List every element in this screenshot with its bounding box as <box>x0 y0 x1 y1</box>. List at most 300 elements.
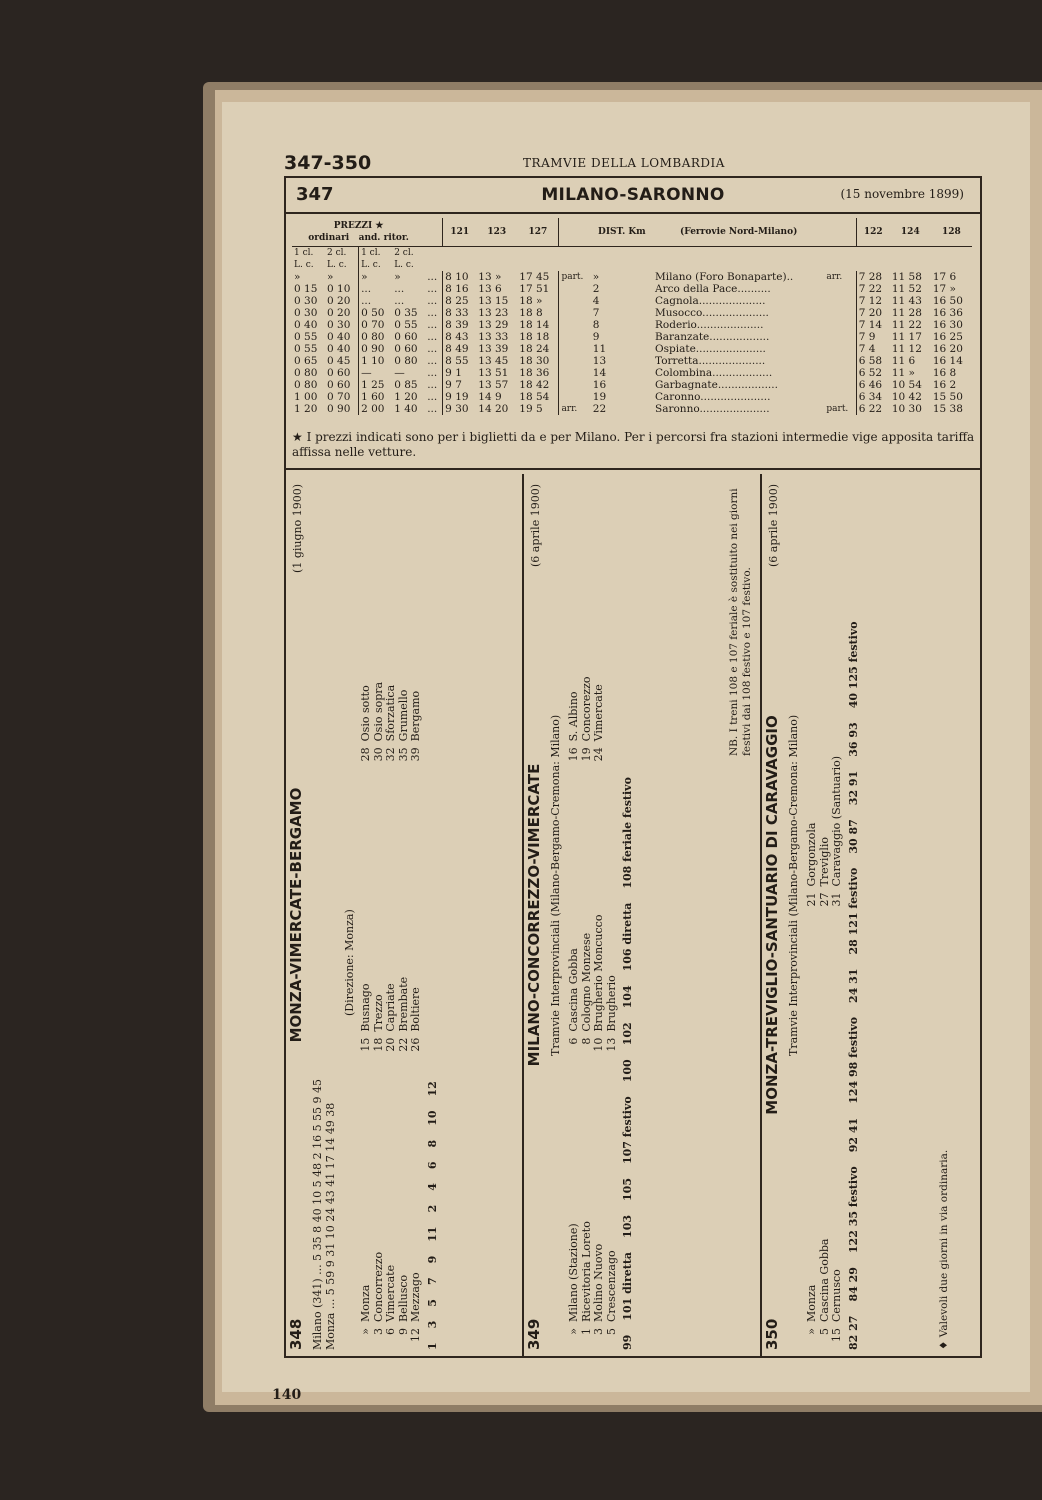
table-row <box>292 343 972 355</box>
table-cell: ... <box>427 331 438 343</box>
class-hdr: 1 cl. <box>359 247 393 260</box>
table-cell: 16 36 <box>932 307 963 319</box>
table-cell <box>559 367 591 379</box>
station-name: Caravaggio (Santuario) <box>830 755 843 887</box>
table-cell: 18 36 <box>519 367 550 379</box>
t350-title: MONZA-TREVIGLIO-SANTUARIO DI CARAVAGGIO <box>763 715 781 1115</box>
t349-section <box>524 474 762 1356</box>
table-cell: 13 33 <box>478 331 509 343</box>
station-km: 3 <box>371 1328 385 1335</box>
t348-number: 348 <box>287 1318 305 1350</box>
station-name: Cologno Monzese <box>579 932 593 1032</box>
t349-number: 349 <box>525 1318 543 1350</box>
table-row <box>292 319 972 331</box>
t347-andritor: and. ritor. <box>358 233 409 243</box>
train-number: 124 98 festivo <box>846 1016 860 1104</box>
train-number: 7 <box>425 1277 439 1286</box>
station-km: 32 <box>384 747 397 762</box>
station-km: 15 <box>830 1328 843 1342</box>
table-cell: 0 60 <box>394 343 418 355</box>
station-km: 39 <box>409 747 422 762</box>
table-cell: 15 50 <box>932 391 963 403</box>
table-cell: Torretta.................... <box>655 355 766 367</box>
table-cell: Baranzate.................. <box>655 331 770 343</box>
table-cell <box>824 391 856 403</box>
station-name: Mezzago <box>409 1272 422 1322</box>
table-cell <box>559 343 591 355</box>
table-cell: 9 19 <box>443 391 477 403</box>
t348-date: (1 giugno 1900) <box>291 484 304 573</box>
station-km: 6 <box>384 1328 397 1335</box>
table-cell: — <box>394 367 405 379</box>
table-cell <box>824 379 856 391</box>
train-number: 104 <box>621 985 634 1009</box>
table-cell: Garbagnate.................. <box>655 379 778 391</box>
table-row <box>292 367 972 379</box>
table-cell: 13 23 <box>478 307 509 319</box>
table-cell: 7 9 <box>856 331 890 343</box>
t348-stations <box>360 490 439 1350</box>
table-cell: 17 » <box>932 283 956 295</box>
table-cell: 11 58 <box>891 271 922 283</box>
table-cell: 11 » <box>891 367 915 379</box>
class-sub: L. c. <box>294 260 314 270</box>
station-km: 27 <box>817 892 831 907</box>
train-number: 101 diretta <box>621 1251 634 1321</box>
table-cell: 18 8 <box>519 307 543 319</box>
table-cell <box>824 343 856 355</box>
table-cell: 6 22 <box>856 403 890 415</box>
list-item <box>593 490 606 769</box>
table-cell: 13 <box>592 355 607 367</box>
table-cell <box>824 355 856 367</box>
station-name: Ricevitoria Loreto <box>579 1221 593 1322</box>
table-cell: ... <box>427 391 438 403</box>
table-row <box>292 379 972 391</box>
station-km: 19 <box>579 747 593 762</box>
table-cell: 18 18 <box>519 331 550 343</box>
table-cell: 0 55 <box>294 343 318 355</box>
table-cell: 22 <box>592 403 607 415</box>
train-number: 28 121 festivo <box>846 867 860 955</box>
table-cell: 16 14 <box>932 355 963 367</box>
train-number: 12 <box>425 1081 439 1097</box>
table-cell: 0 40 <box>327 343 351 355</box>
t348-topline: Monza ... 5 59 9 31 10 24 43 41 17 14 49 38 <box>323 1102 337 1350</box>
station-name: Brugherio <box>604 975 618 1032</box>
class-hdr: 2 cl. <box>327 248 347 258</box>
table-cell <box>559 355 591 367</box>
table-cell: 18 14 <box>519 319 550 331</box>
table-cell: Roderio.................... <box>655 319 764 331</box>
t348-topline: Milano (341) ... 5 35 8 40 10 5 48 2 16 5 55 9 45 <box>311 1078 324 1350</box>
train-number: 2 <box>425 1204 439 1213</box>
station-km: » <box>359 1328 372 1335</box>
page-number: 140 <box>272 1387 302 1403</box>
table-cell: 11 6 <box>891 355 916 367</box>
table-cell: 18 54 <box>519 391 550 403</box>
station-km: 6 <box>567 1037 580 1045</box>
running-head <box>284 152 964 172</box>
table-cell: 9 <box>592 331 600 343</box>
list-item <box>606 1071 619 1350</box>
table-cell: — <box>359 367 393 379</box>
table-row <box>292 391 972 403</box>
station-km: 10 <box>592 1037 605 1052</box>
table-row <box>292 355 972 367</box>
table-cell: 0 80 <box>394 355 418 367</box>
table-cell: 9 1 <box>443 367 477 379</box>
t347-note: ★ I prezzi indicati sono per i biglietti da e per Milano. Per i percorsi fra stazioni intermedie vige apposita tariffa affissa nelle vetture. <box>292 430 975 459</box>
t347-company: (Ferrovie Nord-Milano) <box>653 218 824 247</box>
station-name: Busnago <box>359 983 372 1032</box>
table-cell: 11 17 <box>891 331 922 343</box>
table-cell: 0 70 <box>327 391 351 403</box>
table-cell: Cagnola.................... <box>655 295 766 307</box>
t349-train-numbers <box>622 490 635 1350</box>
table-cell: 13 45 <box>478 355 509 367</box>
table-cell: 13 » <box>478 271 502 283</box>
table-cell: 14 <box>592 367 607 379</box>
table-cell: » <box>592 271 600 283</box>
table-cell: ... <box>427 343 438 355</box>
t347-prices: PREZZI ★ <box>333 221 384 231</box>
table-cell: 16 30 <box>932 319 963 331</box>
station-name: Boltiere <box>409 987 422 1032</box>
table-cell: arr. <box>559 403 591 415</box>
table-cell <box>824 367 856 379</box>
station-name: Milano (Stazione) <box>567 1223 580 1322</box>
station-km: 18 <box>371 1037 385 1052</box>
table-cell: 6 52 <box>856 367 890 379</box>
station-km: 16 <box>567 747 580 762</box>
table-row <box>292 283 972 295</box>
running-title: TRAMVIE DELLA LOMBARDIA <box>523 156 725 170</box>
table-cell <box>559 331 591 343</box>
table-cell: 8 25 <box>443 295 477 307</box>
station-km: 35 <box>396 747 410 762</box>
table-cell <box>559 319 591 331</box>
train-number: 9 <box>425 1255 439 1264</box>
station-km: 22 <box>396 1037 410 1052</box>
table-row <box>292 295 972 307</box>
table-cell: » <box>294 271 301 283</box>
station-km: 26 <box>409 1037 422 1052</box>
station-name: Brembate <box>396 976 410 1032</box>
class-hdr: 1 cl. <box>294 248 314 258</box>
table-cell: 0 40 <box>327 331 351 343</box>
t347-train-122: 122 <box>856 218 890 247</box>
t347-train-128: 128 <box>931 218 972 247</box>
station-name: Cascina Gobba <box>567 948 580 1032</box>
table-cell: 0 60 <box>327 367 351 379</box>
station-km: 12 <box>409 1328 422 1342</box>
table-cell: 13 15 <box>478 295 509 307</box>
table-cell: 0 40 <box>294 319 318 331</box>
table-cell: 1 40 <box>394 403 418 415</box>
table-cell <box>824 307 856 319</box>
t348-section <box>286 474 524 1356</box>
train-number: 10 <box>425 1110 439 1126</box>
train-number: 5 <box>425 1299 439 1307</box>
class-sub: L. c. <box>359 259 393 271</box>
table-cell <box>824 295 856 307</box>
train-number: 32 91 <box>846 770 860 806</box>
station-km: 30 <box>371 747 385 762</box>
t348-direction: (Direzione: Monza) <box>343 909 356 1016</box>
table-row <box>292 403 972 415</box>
table-cell: 11 28 <box>891 307 922 319</box>
station-km: 8 <box>579 1037 593 1045</box>
rotated-tables <box>286 474 976 1356</box>
table-cell: 1 20 <box>394 391 418 403</box>
station-name: Concorezzo <box>579 676 593 742</box>
table-cell: 18 24 <box>519 343 550 355</box>
station-name: Vimercate <box>384 1264 397 1322</box>
list-item <box>831 490 844 915</box>
table-cell: 0 80 <box>294 379 318 391</box>
table-cell: 7 14 <box>856 319 890 331</box>
table-cell: 13 39 <box>478 343 509 355</box>
station-name: Molino Nuovo <box>592 1243 605 1322</box>
station-km: 28 <box>359 747 372 762</box>
table-cell: 14 9 <box>478 391 502 403</box>
table-cell: part. <box>559 271 591 283</box>
table-cell: ... <box>394 295 405 307</box>
table-cell: ... <box>427 295 438 307</box>
table-cell: ... <box>427 283 438 295</box>
table-cell: 8 16 <box>443 283 477 295</box>
table-cell: Musocco.................... <box>655 307 769 319</box>
table-cell: 9 30 <box>443 403 477 415</box>
table-cell <box>559 391 591 403</box>
table-cell: 0 70 <box>359 319 393 331</box>
t349-station-list <box>568 490 618 1350</box>
station-km: 20 <box>384 1037 397 1052</box>
station-name: Monza <box>805 1284 818 1322</box>
list-item <box>410 1071 423 1350</box>
station-name: Osio sotto <box>359 685 372 742</box>
train-number: 108 feriale festivo <box>621 777 634 889</box>
table-cell: 0 60 <box>327 379 351 391</box>
table-cell: 7 22 <box>856 283 890 295</box>
train-number: 92 41 <box>846 1117 860 1153</box>
t350-number: 350 <box>763 1318 781 1350</box>
table-cell: 8 <box>592 319 600 331</box>
station-km: 15 <box>359 1037 372 1052</box>
table-cell: 0 20 <box>327 307 351 319</box>
table-cell: 1 20 <box>294 403 318 415</box>
table-cell: part. <box>826 404 849 414</box>
table-cell: 16 50 <box>932 295 963 307</box>
table-cell: 18 » <box>519 295 543 307</box>
table-cell <box>824 283 856 295</box>
t347-dist: DIST. Km <box>591 218 653 247</box>
table-cell: 10 42 <box>891 391 922 403</box>
table-cell: 9 7 <box>443 379 477 391</box>
station-name: Grumello <box>396 689 410 742</box>
table-cell: 0 30 <box>294 307 318 319</box>
train-number: 99 <box>621 1334 634 1350</box>
t349-title: MILANO-CONCORREZZO-VIMERCATE <box>525 763 543 1067</box>
station-name: Crescenzago <box>604 1250 618 1322</box>
table-cell: 0 20 <box>327 295 351 307</box>
t347-title: MILANO-SARONNO <box>541 185 725 205</box>
train-number: 82 27 <box>846 1315 860 1350</box>
t349-nb: NB. I treni 108 e 107 feriale è sostituito nei giorni festivi dai 108 festivo e 107 festivo. <box>728 488 753 756</box>
station-km: 13 <box>604 1037 618 1052</box>
table-cell: 0 90 <box>359 343 393 355</box>
t350-stations <box>806 490 860 1350</box>
table-cell: 10 54 <box>891 379 922 391</box>
page-range: 347-350 <box>284 152 372 174</box>
station-km: 1 <box>579 1328 593 1335</box>
t350-company: Tramvie Interprovinciali (Milano-Bergamo-Cremona: Milano) <box>787 714 800 1056</box>
table-cell: Milano (Foro Bonaparte).. <box>655 271 794 283</box>
table-cell: 13 6 <box>478 283 502 295</box>
t347-prices-label <box>292 218 425 247</box>
t347-train-123: 123 <box>476 218 517 247</box>
table-row <box>292 271 972 283</box>
station-km: 5 <box>817 1328 831 1335</box>
t350-section <box>762 474 962 1356</box>
station-name: Bellusco <box>396 1274 410 1322</box>
table-cell: ... <box>394 283 405 295</box>
table-cell: 16 2 <box>932 379 957 391</box>
t347-train-121: 121 <box>443 218 477 247</box>
class-sub: L. c. <box>327 260 347 270</box>
table-cell: Saronno..................... <box>655 403 770 415</box>
station-name: Gorgonzola <box>805 822 818 887</box>
t348-title: MONZA-VIMERCATE-BERGAMO <box>287 787 305 1043</box>
station-name: Cascina Gobba <box>817 1238 831 1322</box>
table-cell: 19 <box>592 391 607 403</box>
list-item <box>606 780 619 1059</box>
table-cell: 0 55 <box>394 319 418 331</box>
table-cell: 2 <box>592 283 600 295</box>
table-cell: 0 80 <box>294 367 318 379</box>
table-cell <box>559 283 591 295</box>
table-cell: ... <box>359 295 393 307</box>
station-name: Concorrezzo <box>371 1251 385 1322</box>
train-number: 122 35 festivo <box>846 1166 860 1254</box>
station-name: Bergamo <box>409 690 422 742</box>
table-cell: 0 30 <box>294 295 318 307</box>
table-cell: 1 10 <box>359 355 393 367</box>
station-name: Sforzatica <box>384 684 397 742</box>
train-number: 8 <box>425 1139 439 1148</box>
table-cell: 15 38 <box>932 403 963 415</box>
station-km: 9 <box>396 1328 410 1335</box>
table-cell: 8 39 <box>443 319 477 331</box>
train-number: 1 <box>425 1342 439 1350</box>
table-cell: 8 33 <box>443 307 477 319</box>
table-cell: 11 43 <box>891 295 922 307</box>
table-row <box>292 331 972 343</box>
table-cell: 0 90 <box>327 403 351 415</box>
table-cell: 0 60 <box>394 331 418 343</box>
table-cell: Ospiate..................... <box>655 343 766 355</box>
table-cell: 6 46 <box>856 379 890 391</box>
station-name: Monza <box>359 1284 372 1322</box>
table-cell: 19 5 <box>519 403 543 415</box>
table-cell: 11 52 <box>891 283 922 295</box>
station-km: » <box>805 1328 818 1335</box>
table-cell: ... <box>427 319 438 331</box>
table-cell: 7 12 <box>856 295 890 307</box>
table-cell: 10 30 <box>891 403 922 415</box>
station-km: » <box>567 1328 580 1335</box>
table-cell: ... <box>359 283 393 295</box>
table-cell: 0 80 <box>359 331 393 343</box>
table-cell: 7 <box>592 307 600 319</box>
train-number: 30 87 <box>846 819 860 854</box>
train-number: 107 festivo <box>621 1096 634 1164</box>
station-name: Osio sopra <box>371 681 385 742</box>
table-cell: 17 6 <box>932 271 957 283</box>
table-cell: 2 00 <box>359 403 393 415</box>
station-name: Cernusco <box>830 1269 843 1322</box>
table-cell <box>559 295 591 307</box>
table-cell: 11 22 <box>891 319 922 331</box>
table-cell: ... <box>427 367 438 379</box>
table-cell: 8 49 <box>443 343 477 355</box>
train-number: 103 <box>621 1214 634 1238</box>
class-sub: L. c. <box>394 260 414 270</box>
table-cell: 0 65 <box>294 355 318 367</box>
table-cell: 8 55 <box>443 355 477 367</box>
table-cell: 16 <box>592 379 607 391</box>
table-cell: 8 10 <box>443 271 477 283</box>
table-cell: » <box>327 271 334 283</box>
train-number: 36 93 <box>846 722 860 757</box>
table-cell: 0 50 <box>359 307 393 319</box>
table-cell: arr. <box>826 272 843 282</box>
class-hdr: 2 cl. <box>394 248 414 258</box>
station-name: Trezzo <box>371 994 385 1032</box>
station-km: 24 <box>592 747 605 762</box>
t347-train-127: 127 <box>517 218 559 247</box>
t347-header <box>286 178 980 214</box>
timetable-page <box>222 102 1030 1403</box>
train-number: 105 <box>621 1178 634 1201</box>
t349-company: Tramvie Interprovinciali (Milano-Bergamo-Cremona: Milano) <box>549 714 562 1056</box>
table-cell: 0 10 <box>327 283 351 295</box>
table-cell: 6 58 <box>856 355 890 367</box>
station-km: 21 <box>805 892 818 907</box>
table-cell <box>824 319 856 331</box>
table-cell: 0 35 <box>394 307 418 319</box>
table-cell: 17 51 <box>519 283 550 295</box>
station-name: Treviglio <box>817 836 831 887</box>
t347-number: 347 <box>296 184 334 205</box>
list-item <box>410 780 423 1059</box>
train-number: 84 29 <box>846 1267 860 1302</box>
train-number: 11 <box>425 1226 439 1242</box>
table-cell: » <box>359 271 393 283</box>
table-row <box>292 307 972 319</box>
table-cell: 1 60 <box>359 391 393 403</box>
t347-date: (15 novembre 1899) <box>840 187 964 201</box>
t348-train-numbers <box>427 490 440 1350</box>
list-item <box>410 490 423 769</box>
table-cell: 18 42 <box>519 379 550 391</box>
train-number: 3 <box>425 1320 439 1329</box>
table-cell: » <box>394 271 401 283</box>
table-cell: 13 29 <box>478 319 509 331</box>
table-cell: 14 20 <box>478 403 509 415</box>
table-cell: 18 30 <box>519 355 550 367</box>
